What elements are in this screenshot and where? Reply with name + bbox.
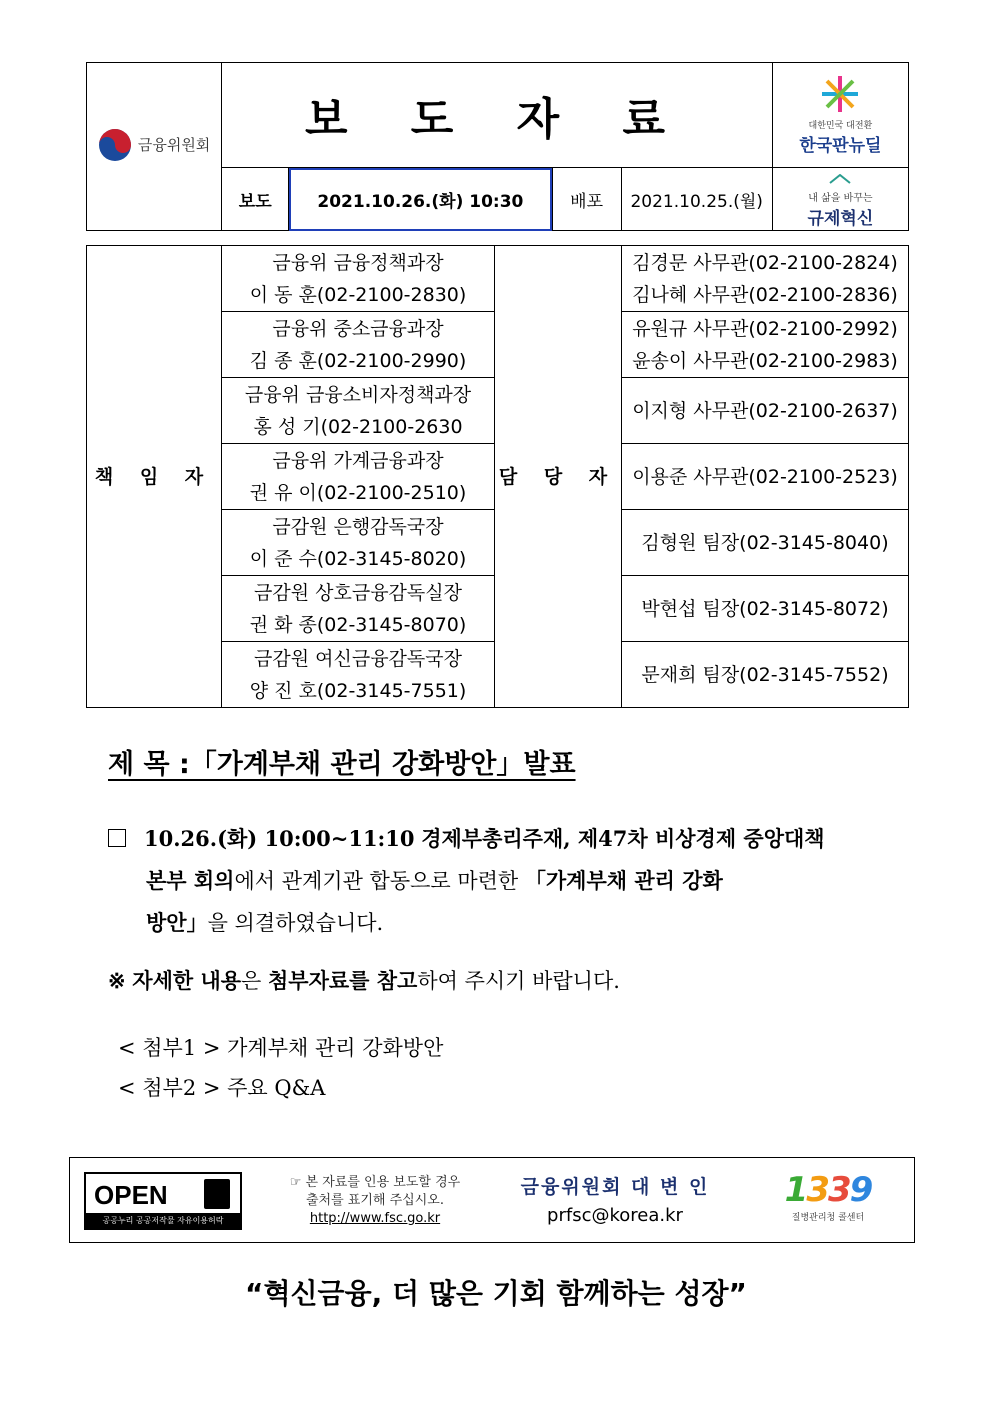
hotline-number <box>772 1170 884 1210</box>
contact-head: 금감원 상호금융감독실장 권 화 종(02-3145-8070) <box>222 576 495 642</box>
contact-staff: 문재희 팀장(02-3145-7552) <box>622 642 909 708</box>
fsc-logo-cell <box>87 63 222 231</box>
citation-note: ☞ 본 자료를 인용 보도할 경우 출처를 표기해 주십시오. http://www.fsc.go.kr <box>289 1175 461 1226</box>
distribution-date: 2021.10.25.(월) <box>621 168 772 231</box>
hotline-digit: 1 <box>784 1170 807 1210</box>
taegeuk-icon <box>98 128 132 162</box>
newdeal-title: 한국판뉴딜 <box>799 136 882 156</box>
checkbox-square-icon <box>108 829 126 847</box>
chevron-up-icon <box>829 174 851 184</box>
contact-table <box>86 245 909 708</box>
open-logo-text: OPEN <box>94 1180 168 1210</box>
open-license-caption: 공공누리 공공저작물 자유이용허락 <box>86 1213 240 1228</box>
para-line: 10.26.(화) 10:00~11:10 경제부총리주재, 제47차 비상경제 중앙대책 <box>108 818 888 860</box>
contact-row <box>87 246 909 312</box>
contact-head: 금융위 가계금융과장 권 유 이(02-2100-2510) <box>222 444 495 510</box>
regulation-badge <box>772 168 908 231</box>
org-name: 금융위원회 <box>137 136 211 154</box>
footer-box <box>69 1157 915 1243</box>
fsc-website-link[interactable]: http://www.fsc.go.kr <box>309 1211 441 1226</box>
contact-head: 금융위 금융소비자정책과장 홍 성 기(02-2100-2630 <box>222 378 495 444</box>
contact-head: 금감원 여신금융감독국장 양 진 호(02-3145-7551) <box>222 642 495 708</box>
contact-head: 금융위 중소금융과장 김 종 훈(02-2100-2990) <box>222 312 495 378</box>
contact-staff: 유원규 사무관(02-2100-2992) 윤송이 사무관(02-2100-2983) <box>622 312 909 378</box>
spokesperson-label: 금융위원회 대 변 인 <box>520 1176 710 1198</box>
contact-staff: 김형원 팀장(02-3145-8040) <box>622 510 909 576</box>
hotline-digit: 3 <box>828 1170 850 1210</box>
para-line: 본부 회의에서 관계기관 합동으로 마련한 「가계부채 관리 강화 <box>146 868 723 893</box>
hotline-digit: 9 <box>849 1170 872 1210</box>
main-paragraph <box>108 818 888 944</box>
page-title: 보 도 자 료 <box>222 63 773 168</box>
fsc-logo <box>98 128 210 162</box>
header-table <box>86 62 909 231</box>
sparkle-icon <box>820 74 860 114</box>
open-license-badge <box>84 1172 242 1230</box>
regulation-caption: 내 삶을 바꾸는 <box>808 193 873 204</box>
contact-staff: 김경문 사무관(02-2100-2824) 김나혜 사무관(02-2100-2836) <box>622 246 909 312</box>
person-icon <box>204 1179 230 1209</box>
staff-label: 담 당 자 <box>495 246 622 708</box>
kcdc-hotline-logo <box>772 1170 884 1223</box>
subject-heading: 제 목 :「가계부채 관리 강화방안」발표 <box>108 749 576 780</box>
distribution-label: 배포 <box>552 168 621 231</box>
slogan: “혁신금융, 더 많은 기회 함께하는 성장” <box>245 1277 747 1310</box>
release-label: 보도 <box>222 168 289 231</box>
attachment-item: < 첨부1 > 가계부채 관리 강화방안 <box>118 1036 444 1060</box>
spokesperson-email: prfsc@korea.kr <box>547 1205 683 1226</box>
contact-staff: 이지형 사무관(02-2100-2637) <box>622 378 909 444</box>
contact-head: 금융위 금융정책과장 이 동 훈(02-2100-2830) <box>222 246 495 312</box>
newdeal-caption: 대한민국 대전환 <box>808 121 873 131</box>
attachment-item: < 첨부2 > 주요 Q&A <box>118 1076 326 1100</box>
regulation-title: 규제혁신 <box>807 209 874 229</box>
contact-staff: 이용준 사무관(02-2100-2523) <box>622 444 909 510</box>
para-line: 방안」을 의결하였습니다. <box>146 910 384 935</box>
contact-head: 금감원 은행감독국장 이 준 수(02-3145-8020) <box>222 510 495 576</box>
release-datetime: 2021.10.26.(화) 10:30 <box>289 168 552 231</box>
spokesperson <box>520 1172 710 1226</box>
reference-note: ※ 자세한 내용은 첨부자료를 참고하여 주시기 바랍니다. <box>108 968 620 993</box>
contact-staff: 박현섭 팀장(02-3145-8072) <box>622 576 909 642</box>
hotline-caption: 질병관리청 콜센터 <box>791 1213 865 1223</box>
hotline-digit: 3 <box>806 1170 828 1210</box>
responsible-label: 책 임 자 <box>87 246 222 708</box>
newdeal-badge <box>772 63 908 168</box>
